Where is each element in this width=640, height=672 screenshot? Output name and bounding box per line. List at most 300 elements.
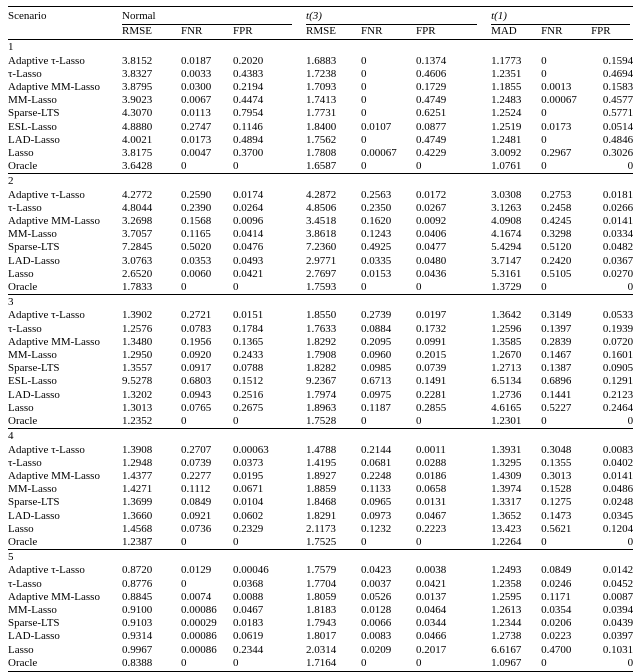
method-name: Sparse-LTS xyxy=(8,362,60,375)
method-name: Sparse-LTS xyxy=(8,241,60,254)
value-cell: 1.3908 xyxy=(122,443,153,456)
col-header-normal-fnr: FNR xyxy=(181,25,233,40)
col-header-normal-fpr: FPR xyxy=(233,25,306,40)
value-cell: 0 xyxy=(416,415,422,428)
value-cell: 0.0047 xyxy=(181,147,212,160)
value-cell: 0.00046 xyxy=(233,564,269,577)
table-row xyxy=(8,160,633,174)
table-row xyxy=(8,470,633,483)
value-cell: 0.1956 xyxy=(181,335,212,348)
value-cell: 1.2264 xyxy=(491,535,522,548)
value-cell: 0.2707 xyxy=(181,443,212,456)
value-cell: 1.8282 xyxy=(306,362,337,375)
value-cell: 0.1512 xyxy=(233,375,264,388)
value-cell: 0.0658 xyxy=(416,483,447,496)
value-cell: 0.0739 xyxy=(416,362,447,375)
value-cell: 1.0967 xyxy=(491,657,541,672)
method-name: Lasso xyxy=(8,522,34,535)
method-name: LAD-Lasso xyxy=(8,133,60,146)
method-name: Lasso xyxy=(8,267,34,280)
value-cell: 0 xyxy=(541,67,547,80)
value-cell: 0.0173 xyxy=(181,133,212,146)
value-cell: 0 xyxy=(541,54,547,67)
value-cell: 0.0345 xyxy=(602,509,634,522)
value-cell: 0.0602 xyxy=(233,509,264,522)
value-cell: 0.4749 xyxy=(416,94,447,107)
table-row xyxy=(8,496,633,509)
value-cell: 0.0354 xyxy=(541,603,572,616)
value-cell: 1.8468 xyxy=(306,496,337,509)
value-cell: 0.0482 xyxy=(602,241,634,254)
method-name: Adaptive τ-Lasso xyxy=(8,564,85,577)
value-cell: 0 xyxy=(541,133,547,146)
value-cell: 0.0467 xyxy=(233,603,264,616)
value-cell: 2.7697 xyxy=(306,267,337,280)
value-cell: 1.7908 xyxy=(306,349,337,362)
value-cell: 1.8017 xyxy=(306,630,337,643)
value-cell: 0.1355 xyxy=(541,456,572,469)
value-cell: 0.9100 xyxy=(122,603,153,616)
value-cell: 0.1291 xyxy=(602,375,634,388)
value-cell: 3.2698 xyxy=(122,215,153,228)
value-cell: 1.2493 xyxy=(491,564,522,577)
value-cell: 0.0083 xyxy=(361,630,392,643)
value-cell: 0.0074 xyxy=(181,590,212,603)
value-cell: 0.0960 xyxy=(361,349,392,362)
value-cell: 0.0223 xyxy=(541,630,572,643)
value-cell: 0.0088 xyxy=(233,590,264,603)
method-name: Adaptive MM-Lasso xyxy=(8,81,100,94)
value-cell: 0.1729 xyxy=(416,81,447,94)
value-cell: 1.7974 xyxy=(306,388,337,401)
value-cell: 0.4383 xyxy=(233,67,264,80)
scenario-label: 4 xyxy=(8,429,633,444)
table-row xyxy=(8,255,633,268)
value-cell: 4.8506 xyxy=(306,201,337,214)
value-cell: 0.00067 xyxy=(361,147,397,160)
value-cell: 0.0066 xyxy=(361,617,392,630)
table-row xyxy=(8,564,633,577)
method-name: Oracle xyxy=(8,657,122,672)
value-cell: 0 xyxy=(361,415,367,428)
value-cell: 1.2713 xyxy=(491,362,522,375)
value-cell: 1.3480 xyxy=(122,335,153,348)
value-cell: 0.0466 xyxy=(416,630,447,643)
value-cell: 3.7147 xyxy=(491,254,522,267)
value-cell: 0.0151 xyxy=(233,309,264,322)
value-cell: 0 xyxy=(233,657,306,672)
value-cell: 0.0619 xyxy=(233,630,264,643)
group-header-t1 xyxy=(491,7,633,26)
value-cell: 0.2248 xyxy=(361,469,392,482)
value-cell: 1.7238 xyxy=(306,67,337,80)
value-cell: 4.8880 xyxy=(122,120,153,133)
value-cell: 1.8291 xyxy=(306,509,337,522)
value-cell: 0.1583 xyxy=(602,81,634,94)
value-cell: 1.4568 xyxy=(122,522,153,535)
value-cell: 0.0514 xyxy=(602,120,634,133)
value-cell: 0.0493 xyxy=(233,254,264,267)
method-name: Oracle xyxy=(8,535,38,548)
value-cell: 0.0373 xyxy=(233,456,264,469)
value-cell: 0.3048 xyxy=(541,443,572,456)
value-cell: 0.0141 xyxy=(602,215,634,228)
value-cell: 0.1528 xyxy=(541,483,572,496)
value-cell: 1.3699 xyxy=(122,496,153,509)
value-cell: 0.0397 xyxy=(602,630,634,643)
value-cell: 0.0402 xyxy=(602,456,634,469)
value-cell: 0.2739 xyxy=(361,309,392,322)
scenario-label: 5 xyxy=(8,550,633,565)
group-header-t3 xyxy=(306,7,491,26)
value-cell: 0.5120 xyxy=(541,241,572,254)
value-cell: 1.7943 xyxy=(306,617,337,630)
value-cell: 0.0334 xyxy=(602,228,634,241)
table-row xyxy=(8,657,633,672)
value-cell: 1.3974 xyxy=(491,483,522,496)
table-row xyxy=(8,375,633,388)
value-cell: 0.00063 xyxy=(233,443,269,456)
value-cell: 0 xyxy=(627,415,634,428)
value-cell: 0.2123 xyxy=(602,388,634,401)
value-cell: 1.7808 xyxy=(306,147,337,160)
table-row xyxy=(8,389,633,402)
value-cell: 0.4749 xyxy=(416,133,447,146)
value-cell: 0.2855 xyxy=(416,401,447,414)
scenario-divider-row xyxy=(8,40,633,55)
value-cell: 1.2576 xyxy=(122,322,153,335)
value-cell: 0.1112 xyxy=(181,483,211,496)
value-cell: 0.9103 xyxy=(122,617,153,630)
table-row xyxy=(8,147,633,160)
method-name: τ-Lasso xyxy=(8,322,42,335)
value-cell: 0.0142 xyxy=(602,564,634,577)
value-cell: 1.2387 xyxy=(122,535,153,548)
value-cell: 0.0884 xyxy=(361,322,392,335)
table-row xyxy=(8,94,633,107)
value-cell: 0.2563 xyxy=(361,188,392,201)
value-cell: 0.5020 xyxy=(181,241,212,254)
value-cell: 0 xyxy=(416,281,422,294)
method-name: MM-Lasso xyxy=(8,349,57,362)
value-cell: 0 xyxy=(627,281,634,294)
value-cell: 0 xyxy=(416,535,422,548)
results-table-body xyxy=(8,40,633,672)
value-cell: 0 xyxy=(181,577,187,590)
value-cell: 3.8795 xyxy=(122,81,153,94)
value-cell: 0.7954 xyxy=(233,107,264,120)
table-row xyxy=(8,336,633,349)
value-cell: 0.4245 xyxy=(541,215,572,228)
value-cell: 0.4229 xyxy=(416,147,447,160)
value-cell: 1.7164 xyxy=(306,657,361,672)
value-cell: 3.8152 xyxy=(122,54,153,67)
value-cell: 0.3149 xyxy=(541,309,572,322)
value-cell: 0.0267 xyxy=(416,201,447,214)
value-cell: 2.1173 xyxy=(306,522,336,535)
value-cell: 0.4474 xyxy=(233,94,264,107)
value-cell: 0 xyxy=(361,133,367,146)
value-cell: 0 xyxy=(541,535,547,548)
value-cell: 0.1031 xyxy=(602,643,634,656)
value-cell: 0.4606 xyxy=(416,67,447,80)
value-cell: 0.0486 xyxy=(602,483,634,496)
value-cell: 0.5621 xyxy=(541,522,572,535)
method-name: Lasso xyxy=(8,401,34,414)
table-row xyxy=(8,281,633,295)
value-cell: 0.00086 xyxy=(181,643,217,656)
value-cell: 1.4788 xyxy=(306,443,337,456)
value-cell: 0 xyxy=(541,657,591,672)
value-cell: 4.6165 xyxy=(491,401,522,414)
value-cell: 1.2595 xyxy=(491,590,522,603)
value-cell: 1.2950 xyxy=(122,349,153,362)
value-cell: 1.3729 xyxy=(491,281,522,294)
value-cell: 1.2519 xyxy=(491,120,522,133)
method-name: Adaptive τ-Lasso xyxy=(8,54,85,67)
table-row xyxy=(8,644,633,657)
value-cell: 0.2967 xyxy=(541,147,572,160)
value-cell: 1.2670 xyxy=(491,349,522,362)
col-header-t1-mad: MAD xyxy=(491,25,541,40)
value-cell: 1.2301 xyxy=(491,415,522,428)
value-cell: 1.8292 xyxy=(306,335,337,348)
value-cell: 0 xyxy=(416,657,491,672)
value-cell: 0.0921 xyxy=(181,509,212,522)
table-row xyxy=(8,81,633,94)
value-cell: 0.0439 xyxy=(602,617,634,630)
value-cell: 0 xyxy=(181,657,233,672)
value-cell: 0.0209 xyxy=(361,643,392,656)
value-cell: 1.7731 xyxy=(306,107,337,120)
value-cell: 0 xyxy=(361,67,367,80)
value-cell: 0.0436 xyxy=(416,267,447,280)
value-cell: 0.1365 xyxy=(233,335,264,348)
table-row xyxy=(8,228,633,241)
value-cell: 1.4271 xyxy=(122,483,153,496)
method-name: Sparse-LTS xyxy=(8,496,60,509)
value-cell: 0.1491 xyxy=(416,375,447,388)
value-cell: 0.4925 xyxy=(361,241,392,254)
table-header-group-row xyxy=(8,7,633,26)
method-name: Adaptive τ-Lasso xyxy=(8,188,85,201)
value-cell: 0 xyxy=(361,54,367,67)
value-cell: 0.0414 xyxy=(233,228,264,241)
value-cell: 1.3202 xyxy=(122,388,153,401)
value-cell: 0.1568 xyxy=(181,215,212,228)
value-cell: 1.6883 xyxy=(306,54,337,67)
value-cell: 0.0141 xyxy=(602,469,634,482)
value-cell: 0.0187 xyxy=(181,54,212,67)
value-cell: 0.1133 xyxy=(361,483,391,496)
value-cell: 0.0476 xyxy=(233,241,264,254)
value-cell: 0.0246 xyxy=(541,577,572,590)
method-name: τ-Lasso xyxy=(8,577,42,590)
value-cell: 0.0195 xyxy=(233,469,264,482)
value-cell: 0.0264 xyxy=(233,201,264,214)
value-cell: 0.6713 xyxy=(361,375,392,388)
value-cell: 0.0975 xyxy=(361,388,392,401)
value-cell: 3.6428 xyxy=(122,160,153,173)
value-cell: 0 xyxy=(541,107,547,120)
table-row xyxy=(8,241,633,254)
value-cell: 0.1601 xyxy=(602,349,634,362)
value-cell: 1.7562 xyxy=(306,133,337,146)
value-cell: 0.0104 xyxy=(233,496,264,509)
table-row xyxy=(8,107,633,120)
value-cell: 1.2524 xyxy=(491,107,522,120)
value-cell: 0.1594 xyxy=(602,54,634,67)
value-cell: 1.2344 xyxy=(491,617,522,630)
value-cell: 0.0526 xyxy=(361,590,392,603)
value-cell: 1.3295 xyxy=(491,456,522,469)
value-cell: 0.1732 xyxy=(416,322,447,335)
table-row xyxy=(8,536,633,550)
method-name: LAD-Lasso xyxy=(8,630,60,643)
value-cell: 0.0905 xyxy=(602,362,634,375)
value-cell: 0.0423 xyxy=(361,564,392,577)
value-cell: 0.1204 xyxy=(602,522,634,535)
value-cell: 0.4894 xyxy=(233,133,264,146)
value-cell: 0.0849 xyxy=(181,496,212,509)
method-name: Adaptive MM-Lasso xyxy=(8,215,100,228)
value-cell: 0.8776 xyxy=(122,577,153,590)
value-cell: 0.2433 xyxy=(233,349,264,362)
col-header-t1-fpr: FPR xyxy=(591,25,633,40)
method-name: Lasso xyxy=(8,147,34,160)
table-row xyxy=(8,202,633,215)
value-cell: 0.1939 xyxy=(602,322,634,335)
value-cell: 0.0288 xyxy=(416,456,447,469)
method-name: LAD-Lasso xyxy=(8,254,60,267)
value-cell: 2.6520 xyxy=(122,267,153,280)
value-cell: 0.0943 xyxy=(181,388,212,401)
value-cell: 0.0991 xyxy=(416,335,447,348)
method-name: Adaptive MM-Lasso xyxy=(8,590,100,603)
value-cell: 1.4377 xyxy=(122,469,153,482)
value-cell: 0.1275 xyxy=(541,496,572,509)
value-cell: 4.3070 xyxy=(122,107,153,120)
value-cell: 7.2845 xyxy=(122,241,153,254)
table-row xyxy=(8,134,633,147)
value-cell: 0 xyxy=(233,281,239,294)
scenario-divider-row xyxy=(8,295,633,310)
value-cell: 1.2351 xyxy=(491,67,522,80)
value-cell: 0.6803 xyxy=(181,375,212,388)
value-cell: 1.7833 xyxy=(122,281,153,294)
value-cell: 0.6251 xyxy=(416,107,447,120)
value-cell: 0.2458 xyxy=(541,201,572,214)
value-cell: 1.7528 xyxy=(306,415,337,428)
value-cell: 4.2772 xyxy=(122,188,153,201)
value-cell: 0.0353 xyxy=(181,254,212,267)
value-cell: 0.0172 xyxy=(416,188,447,201)
value-cell: 0.5105 xyxy=(541,267,572,280)
value-cell: 0.0533 xyxy=(602,309,634,322)
value-cell: 0.0973 xyxy=(361,509,392,522)
value-cell: 0.00029 xyxy=(181,617,217,630)
value-cell: 0.4700 xyxy=(541,643,572,656)
value-cell: 9.5278 xyxy=(122,375,153,388)
value-cell: 0 xyxy=(541,415,547,428)
value-cell: 0.2753 xyxy=(541,188,572,201)
value-cell: 0.0174 xyxy=(233,188,264,201)
value-cell: 1.3557 xyxy=(122,362,153,375)
value-cell: 0.0480 xyxy=(416,254,447,267)
value-cell: 2.0314 xyxy=(306,643,337,656)
value-cell: 0.3026 xyxy=(602,147,634,160)
method-name: ESL-Lasso xyxy=(8,375,57,388)
value-cell: 0.0300 xyxy=(181,81,212,94)
value-cell: 0.0128 xyxy=(361,603,392,616)
value-cell: 3.8327 xyxy=(122,67,153,80)
method-name: Adaptive τ-Lasso xyxy=(8,309,85,322)
value-cell: 0.0033 xyxy=(181,67,212,80)
value-cell: 0.0394 xyxy=(602,603,634,616)
method-name: Lasso xyxy=(8,643,34,656)
value-cell: 0.0452 xyxy=(602,577,634,590)
method-name: Sparse-LTS xyxy=(8,617,60,630)
method-name: Adaptive MM-Lasso xyxy=(8,335,100,348)
value-cell: 0 xyxy=(361,94,367,107)
value-cell: 0.0765 xyxy=(181,401,212,414)
method-name: LAD-Lasso xyxy=(8,388,60,401)
value-cell: 0.2015 xyxy=(416,349,447,362)
value-cell: 0.0464 xyxy=(416,603,447,616)
value-cell: 0 xyxy=(361,535,367,548)
value-cell: 0.2281 xyxy=(416,388,447,401)
table-row xyxy=(8,604,633,617)
value-cell: 0.0153 xyxy=(361,267,392,280)
value-cell: 0.0917 xyxy=(181,362,212,375)
results-table xyxy=(8,6,633,672)
table-row xyxy=(8,630,633,643)
value-cell: 1.3660 xyxy=(122,509,153,522)
value-cell: 5.4294 xyxy=(491,241,522,254)
value-cell: 1.2736 xyxy=(491,388,522,401)
value-cell: 4.2872 xyxy=(306,188,337,201)
table-row xyxy=(8,55,633,68)
value-cell: 0.0335 xyxy=(361,254,392,267)
method-name: Oracle xyxy=(8,415,38,428)
value-cell: 0.9314 xyxy=(122,630,153,643)
col-header-t3-rmse: RMSE xyxy=(306,25,361,40)
value-cell: 0.1441 xyxy=(541,388,572,401)
value-cell: 0.0739 xyxy=(181,456,212,469)
value-cell: 1.7633 xyxy=(306,322,337,335)
value-cell: 0.0421 xyxy=(233,267,264,280)
table-row xyxy=(8,121,633,134)
value-cell: 2.9771 xyxy=(306,254,337,267)
value-cell: 6.6167 xyxy=(491,643,522,656)
value-cell: 3.0092 xyxy=(491,147,522,160)
value-cell: 0.9967 xyxy=(122,643,153,656)
value-cell: 0.1165 xyxy=(181,228,211,241)
table-row xyxy=(8,402,633,415)
method-name: MM-Lasso xyxy=(8,94,57,107)
value-cell: 0.2839 xyxy=(541,335,572,348)
value-cell: 0.0129 xyxy=(181,564,212,577)
value-cell: 0.0067 xyxy=(181,94,212,107)
value-cell: 0.8845 xyxy=(122,590,153,603)
method-name: Adaptive MM-Lasso xyxy=(8,469,100,482)
table-row xyxy=(8,323,633,336)
value-cell: 0.1374 xyxy=(416,54,447,67)
value-cell: 0.0083 xyxy=(602,443,634,456)
value-cell: 1.8550 xyxy=(306,309,337,322)
value-cell: 0.0087 xyxy=(602,590,634,603)
value-cell: 1.2481 xyxy=(491,133,522,146)
